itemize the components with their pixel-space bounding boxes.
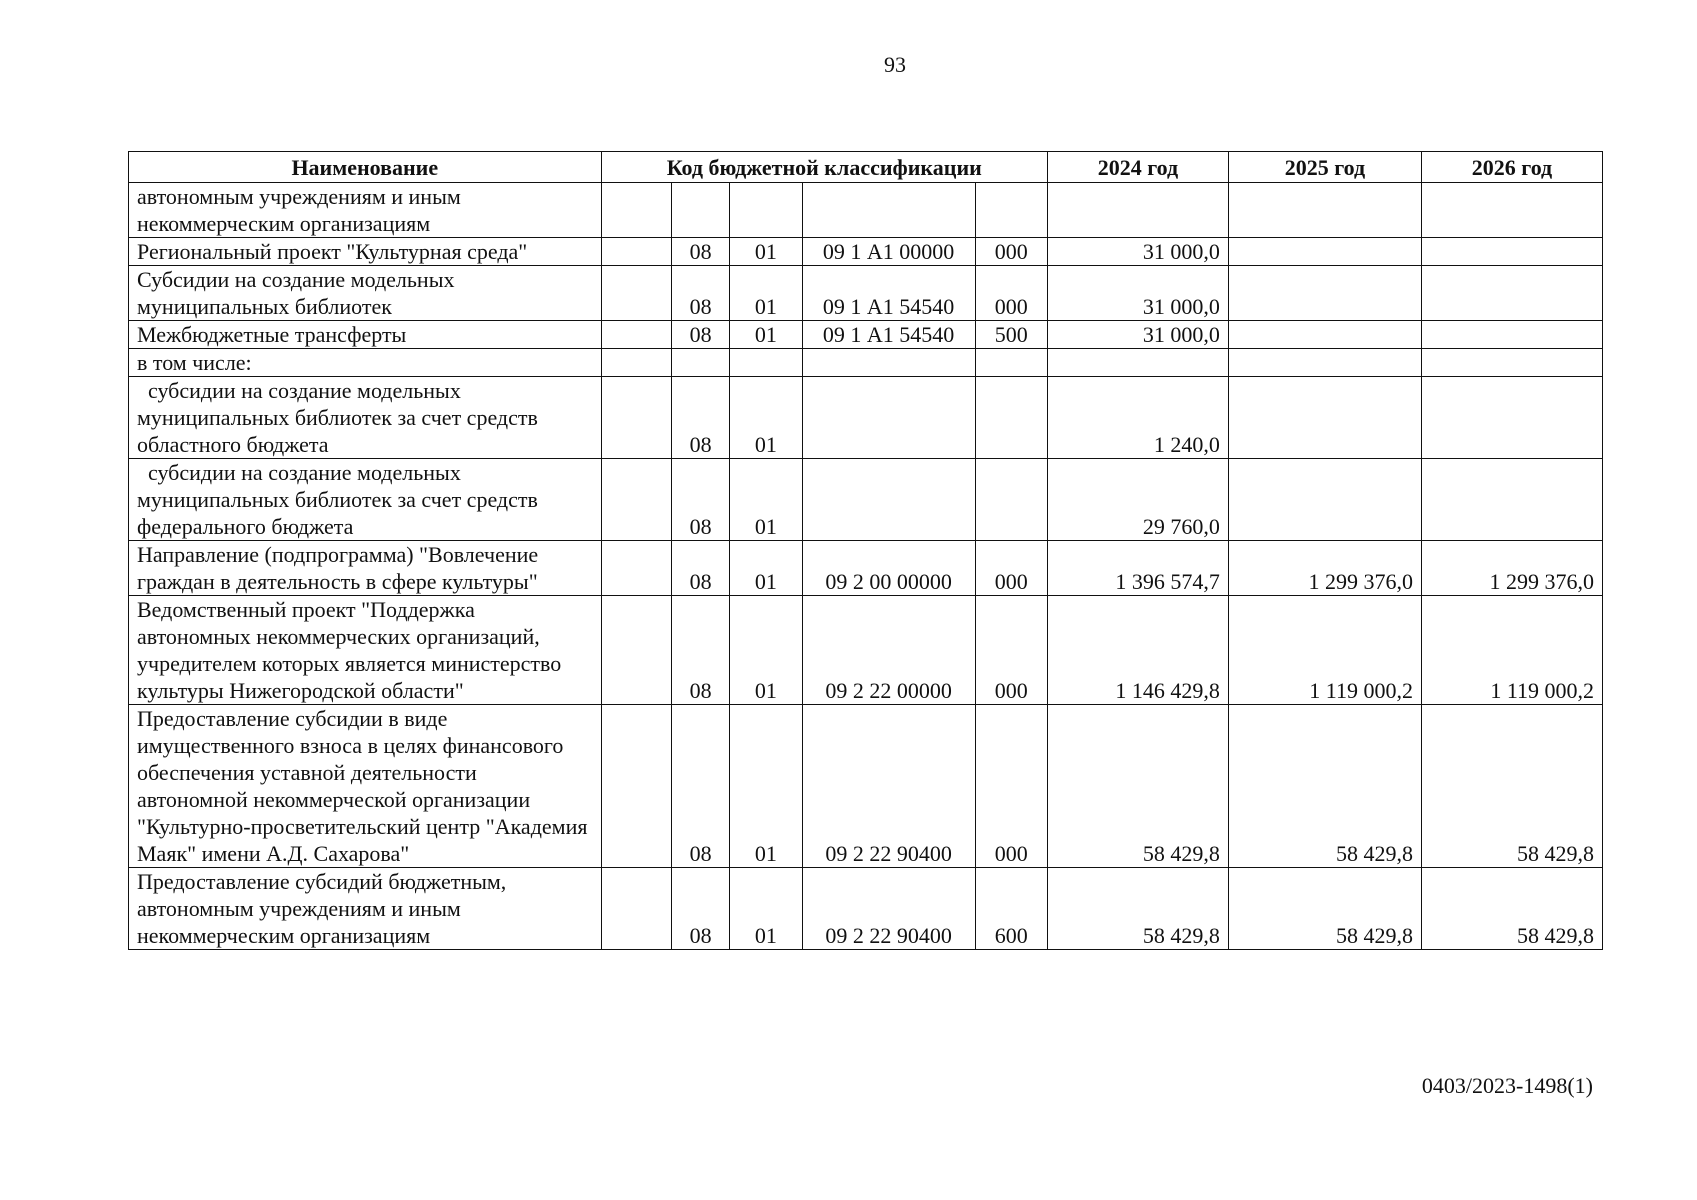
table-row [129, 459, 1603, 541]
cell-section: 08 [671, 541, 729, 596]
cell-amount-2025: 1 119 000,2 [1228, 596, 1421, 705]
table-row [129, 705, 1603, 868]
cell-amount-2026 [1421, 377, 1602, 459]
cell-code-blank [601, 541, 671, 596]
cell-amount-2026 [1421, 349, 1602, 377]
cell-expense-type [975, 377, 1047, 459]
header-2026: 2026 год [1421, 152, 1602, 183]
row-label: автономным учреждениям и иным некоммерческим организациям [137, 184, 467, 236]
cell-amount-2024: 31 000,0 [1047, 238, 1228, 266]
row-label: Предоставление субсидий бюджетным, автономным учреждениям и иным некоммерческим организациям [137, 869, 512, 948]
row-label: в том числе: [137, 350, 252, 375]
cell-target-article [802, 183, 975, 238]
cell-amount-2024: 1 146 429,8 [1047, 596, 1228, 705]
cell-section: 08 [671, 705, 729, 868]
cell-amount-2025: 1 299 376,0 [1228, 541, 1421, 596]
cell-amount-2026 [1421, 459, 1602, 541]
cell-name [129, 377, 602, 459]
cell-amount-2024 [1047, 349, 1228, 377]
cell-amount-2024: 1 240,0 [1047, 377, 1228, 459]
cell-name [129, 183, 602, 238]
cell-name [129, 868, 602, 950]
cell-name [129, 321, 602, 349]
cell-code-blank [601, 377, 671, 459]
cell-amount-2025 [1228, 266, 1421, 321]
cell-amount-2024 [1047, 183, 1228, 238]
cell-name [129, 349, 602, 377]
cell-subsection: 01 [730, 321, 802, 349]
header-row [129, 152, 1603, 183]
cell-code-blank [601, 183, 671, 238]
table-row [129, 266, 1603, 321]
cell-target-article: 09 1 А1 00000 [802, 238, 975, 266]
cell-subsection [730, 183, 802, 238]
cell-target-article: 09 2 00 00000 [802, 541, 975, 596]
cell-target-article: 09 2 22 00000 [802, 596, 975, 705]
cell-amount-2025: 58 429,8 [1228, 868, 1421, 950]
cell-amount-2024: 58 429,8 [1047, 705, 1228, 868]
cell-amount-2024: 31 000,0 [1047, 321, 1228, 349]
cell-amount-2025: 58 429,8 [1228, 705, 1421, 868]
table-row [129, 868, 1603, 950]
cell-subsection: 01 [730, 377, 802, 459]
cell-expense-type: 000 [975, 266, 1047, 321]
row-label: субсидии на создание модельных муниципальных библиотек за счет средств областного бюджета [137, 378, 544, 457]
cell-expense-type: 500 [975, 321, 1047, 349]
cell-amount-2025 [1228, 377, 1421, 459]
cell-amount-2025 [1228, 349, 1421, 377]
cell-amount-2025 [1228, 238, 1421, 266]
cell-target-article: 09 1 А1 54540 [802, 321, 975, 349]
cell-name [129, 705, 602, 868]
cell-code-blank [601, 349, 671, 377]
cell-amount-2026 [1421, 266, 1602, 321]
cell-expense-type: 600 [975, 868, 1047, 950]
page-number: 93 [884, 52, 906, 77]
cell-expense-type: 000 [975, 705, 1047, 868]
cell-target-article [802, 377, 975, 459]
cell-target-article [802, 349, 975, 377]
table-row [129, 349, 1603, 377]
document-number: 0403/2023-1498(1) [1421, 1073, 1593, 1098]
cell-expense-type [975, 349, 1047, 377]
row-label: Региональный проект "Культурная среда" [137, 239, 528, 264]
cell-amount-2025 [1228, 321, 1421, 349]
cell-section: 08 [671, 238, 729, 266]
cell-section [671, 349, 729, 377]
table-row [129, 377, 1603, 459]
cell-amount-2026 [1421, 238, 1602, 266]
table-body [129, 183, 1603, 950]
row-label: Ведомственный проект "Поддержка автономных некоммерческих организаций, учредителем которых является министерство культуры Нижегородской области" [137, 597, 573, 703]
cell-amount-2025 [1228, 459, 1421, 541]
cell-subsection: 01 [730, 541, 802, 596]
cell-code-blank [601, 705, 671, 868]
cell-amount-2024: 31 000,0 [1047, 266, 1228, 321]
cell-target-article: 09 1 А1 54540 [802, 266, 975, 321]
cell-amount-2025 [1228, 183, 1421, 238]
cell-section: 08 [671, 321, 729, 349]
cell-section: 08 [671, 266, 729, 321]
table-row [129, 238, 1603, 266]
cell-subsection [730, 349, 802, 377]
cell-name [129, 541, 602, 596]
table-row [129, 183, 1603, 238]
cell-amount-2026: 58 429,8 [1421, 868, 1602, 950]
cell-target-article: 09 2 22 90400 [802, 705, 975, 868]
cell-subsection: 01 [730, 266, 802, 321]
cell-section: 08 [671, 459, 729, 541]
table-row [129, 596, 1603, 705]
cell-section [671, 183, 729, 238]
cell-target-article [802, 459, 975, 541]
cell-name [129, 459, 602, 541]
cell-subsection: 01 [730, 238, 802, 266]
cell-amount-2026: 58 429,8 [1421, 705, 1602, 868]
row-label: субсидии на создание модельных муниципальных библиотек за счет средств федерального бюджета [137, 460, 544, 539]
table-row [129, 321, 1603, 349]
cell-expense-type: 000 [975, 596, 1047, 705]
cell-name [129, 596, 602, 705]
row-label: Субсидии на создание модельных муниципальных библиотек [137, 267, 460, 319]
row-label: Предоставление субсидии в виде имущественного взноса в целях финансового обеспечения уставной деятельности автономной некоммерческой организации "Культурно-просветительский центр "Академия Маяк" имени А.Д. Сахарова" [137, 706, 593, 866]
cell-amount-2026: 1 119 000,2 [1421, 596, 1602, 705]
cell-expense-type [975, 459, 1047, 541]
cell-amount-2026: 1 299 376,0 [1421, 541, 1602, 596]
cell-section: 08 [671, 596, 729, 705]
cell-subsection: 01 [730, 705, 802, 868]
cell-code-blank [601, 238, 671, 266]
cell-subsection: 01 [730, 459, 802, 541]
cell-amount-2026 [1421, 183, 1602, 238]
cell-amount-2024: 58 429,8 [1047, 868, 1228, 950]
cell-section: 08 [671, 377, 729, 459]
cell-amount-2026 [1421, 321, 1602, 349]
cell-code-blank [601, 266, 671, 321]
cell-subsection: 01 [730, 596, 802, 705]
row-label: Направление (подпрограмма) "Вовлечение граждан в деятельность в сфере культуры" [137, 542, 544, 594]
cell-amount-2024: 1 396 574,7 [1047, 541, 1228, 596]
cell-target-article: 09 2 22 90400 [802, 868, 975, 950]
header-code: Код бюджетной классификации [601, 152, 1047, 183]
cell-name [129, 238, 602, 266]
cell-expense-type [975, 183, 1047, 238]
header-name: Наименование [129, 152, 602, 183]
budget-table [128, 151, 1603, 950]
header-2024: 2024 год [1047, 152, 1228, 183]
cell-code-blank [601, 868, 671, 950]
header-2025: 2025 год [1228, 152, 1421, 183]
cell-section: 08 [671, 868, 729, 950]
cell-expense-type: 000 [975, 541, 1047, 596]
cell-name [129, 266, 602, 321]
table-row [129, 541, 1603, 596]
cell-code-blank [601, 321, 671, 349]
cell-code-blank [601, 596, 671, 705]
cell-subsection: 01 [730, 868, 802, 950]
row-label: Межбюджетные трансферты [137, 322, 407, 347]
cell-amount-2024: 29 760,0 [1047, 459, 1228, 541]
cell-code-blank [601, 459, 671, 541]
cell-expense-type: 000 [975, 238, 1047, 266]
